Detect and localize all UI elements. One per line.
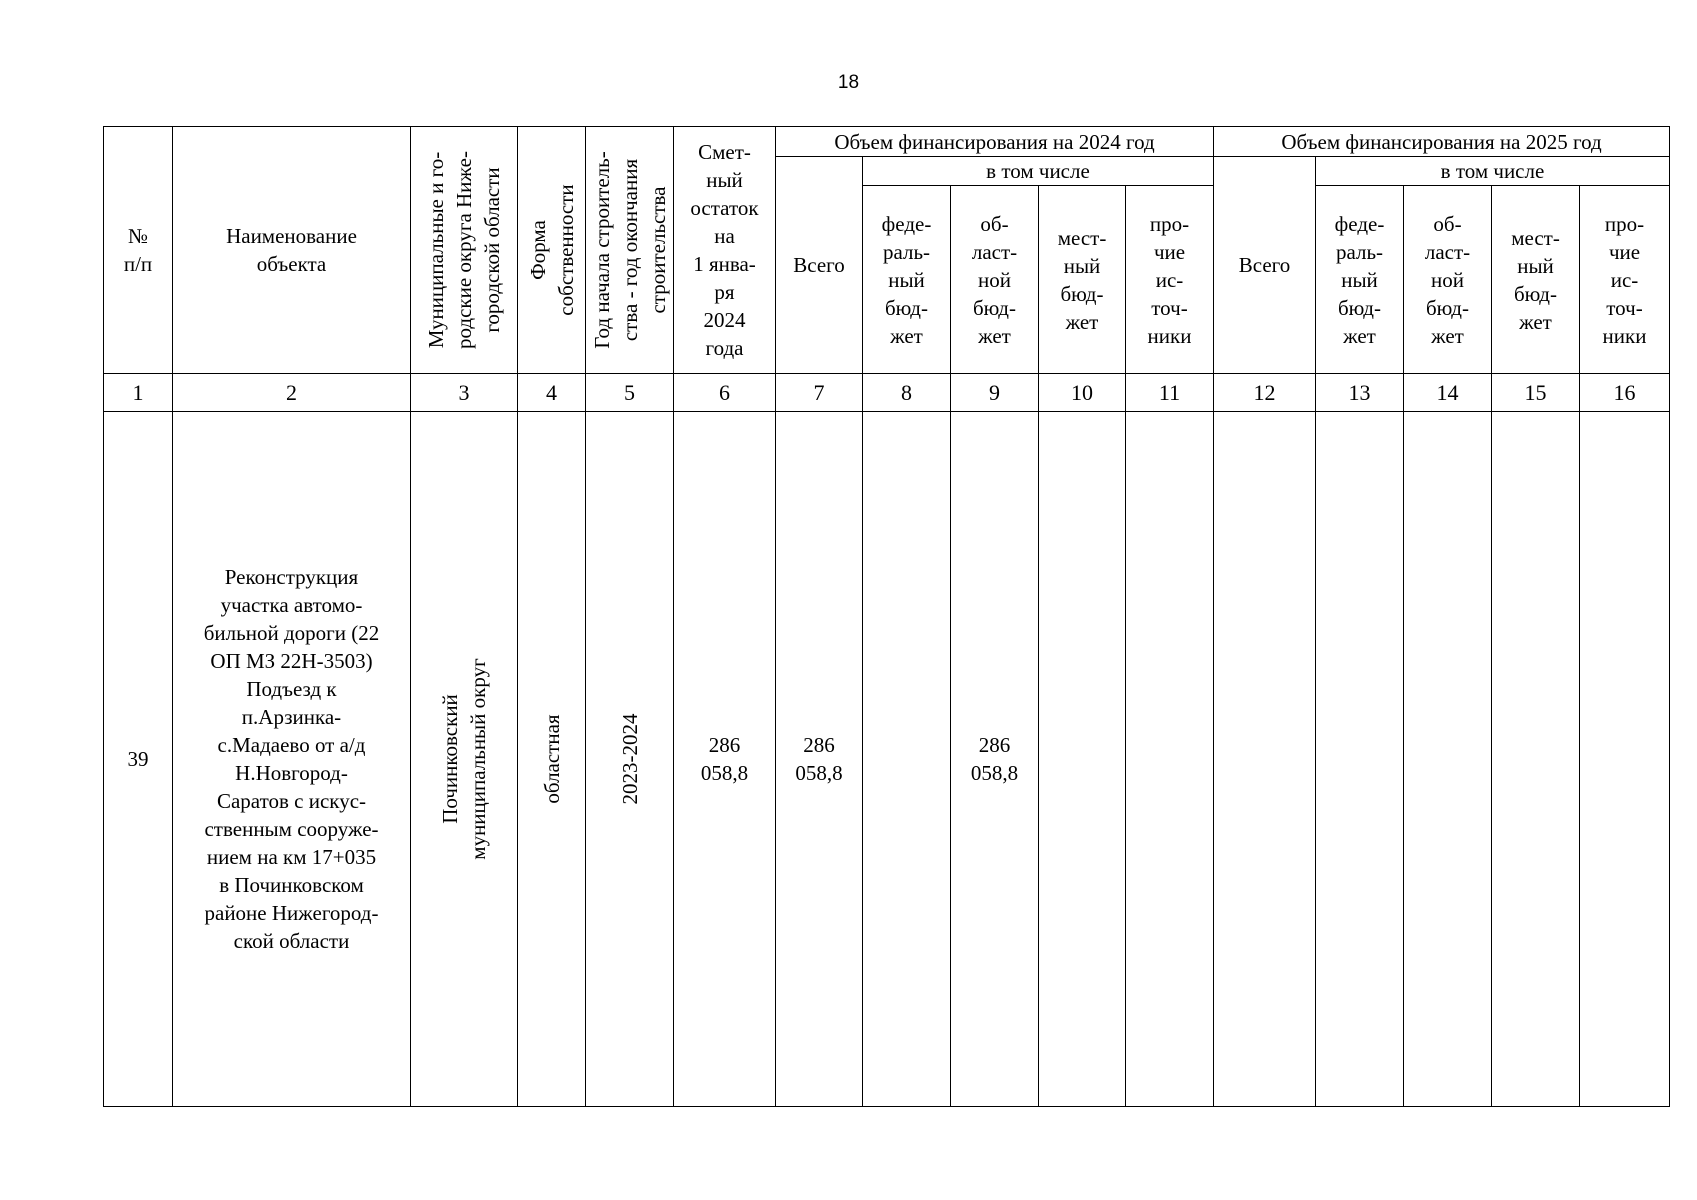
- column-number: 14: [1404, 374, 1492, 412]
- table-row: [104, 412, 1670, 1107]
- column-number: 16: [1580, 374, 1670, 412]
- row-ownership-text: областная: [539, 714, 564, 804]
- header-regional-2024: об- ласт- ной бюд- жет: [951, 186, 1039, 374]
- header-federal-2024: феде- раль- ный бюд- жет: [863, 186, 951, 374]
- header-other-2025: про- чие ис- точ- ники: [1580, 186, 1670, 374]
- financing-table: [103, 126, 1670, 1107]
- column-number: 15: [1492, 374, 1580, 412]
- header-including-2024: в том числе: [863, 157, 1214, 186]
- header-municipal: [411, 127, 518, 374]
- page-number: 18: [837, 72, 860, 93]
- column-number-row: [104, 374, 1670, 412]
- column-number: 4: [518, 374, 586, 412]
- row-remainder: 286 058,8: [674, 412, 776, 1107]
- header-other-2024: про- чие ис- точ- ники: [1126, 186, 1214, 374]
- column-number: 9: [951, 374, 1039, 412]
- column-number: 1: [104, 374, 173, 412]
- header-name: Наименование объекта: [173, 127, 411, 374]
- header-fin-2024: Объем финансирования на 2024 год: [776, 127, 1214, 157]
- row-other-2025: [1580, 412, 1670, 1107]
- column-number: 3: [411, 374, 518, 412]
- row-other-2024: [1126, 412, 1214, 1107]
- header-ownership-text: Форма собственности: [525, 184, 578, 316]
- header-local-2025: мест- ный бюд- жет: [1492, 186, 1580, 374]
- column-number: 6: [674, 374, 776, 412]
- header-regional-2025: об- ласт- ной бюд- жет: [1404, 186, 1492, 374]
- header-remainder: Смет- ный остаток на 1 янва- ря 2024 года: [674, 127, 776, 374]
- header-years: [586, 127, 674, 374]
- row-municipal-text: Починковский муниципальный округ: [438, 658, 490, 860]
- column-number: 7: [776, 374, 863, 412]
- row-local-2024: [1039, 412, 1126, 1107]
- column-number: 12: [1214, 374, 1316, 412]
- row-years: [586, 412, 674, 1107]
- header-total-2025: Всего: [1214, 157, 1316, 374]
- row-ownership: [518, 412, 586, 1107]
- column-number: 2: [173, 374, 411, 412]
- header-local-2024: мест- ный бюд- жет: [1039, 186, 1126, 374]
- row-federal-2024: [863, 412, 951, 1107]
- row-total-2025: [1214, 412, 1316, 1107]
- row-regional-2024: 286 058,8: [951, 412, 1039, 1107]
- header-total-2024: Всего: [776, 157, 863, 374]
- row-num: 39: [104, 412, 173, 1107]
- row-local-2025: [1492, 412, 1580, 1107]
- column-number: 13: [1316, 374, 1404, 412]
- column-number: 10: [1039, 374, 1126, 412]
- header-ownership: [518, 127, 586, 374]
- row-name: Реконструкция участка автомо- бильной дороги (22 ОП МЗ 22Н-3503) Подъезд к п.Арзинка- с.Мадаево от а/д Н.Новгород- Саратов с искус- ственным сооруже- нием на км 17+035 в Починковском районе Нижегород- ской области: [173, 412, 411, 1107]
- column-number: 8: [863, 374, 951, 412]
- header-num: № п/п: [104, 127, 173, 374]
- column-number: 5: [586, 374, 674, 412]
- header-fin-2025: Объем финансирования на 2025 год: [1214, 127, 1670, 157]
- header-municipal-text: Муниципальные и го- родские округа Ниже- городской области: [424, 151, 504, 349]
- row-federal-2025: [1316, 412, 1404, 1107]
- row-municipal: [411, 412, 518, 1107]
- header-federal-2025: феде- раль- ный бюд- жет: [1316, 186, 1404, 374]
- row-regional-2025: [1404, 412, 1492, 1107]
- column-number: 11: [1126, 374, 1214, 412]
- row-years-text: 2023-2024: [617, 713, 642, 805]
- header-including-2025: в том числе: [1316, 157, 1670, 186]
- row-total-2024: 286 058,8: [776, 412, 863, 1107]
- header-years-text: Год начала строитель- ства - год окончания строительства: [589, 151, 670, 349]
